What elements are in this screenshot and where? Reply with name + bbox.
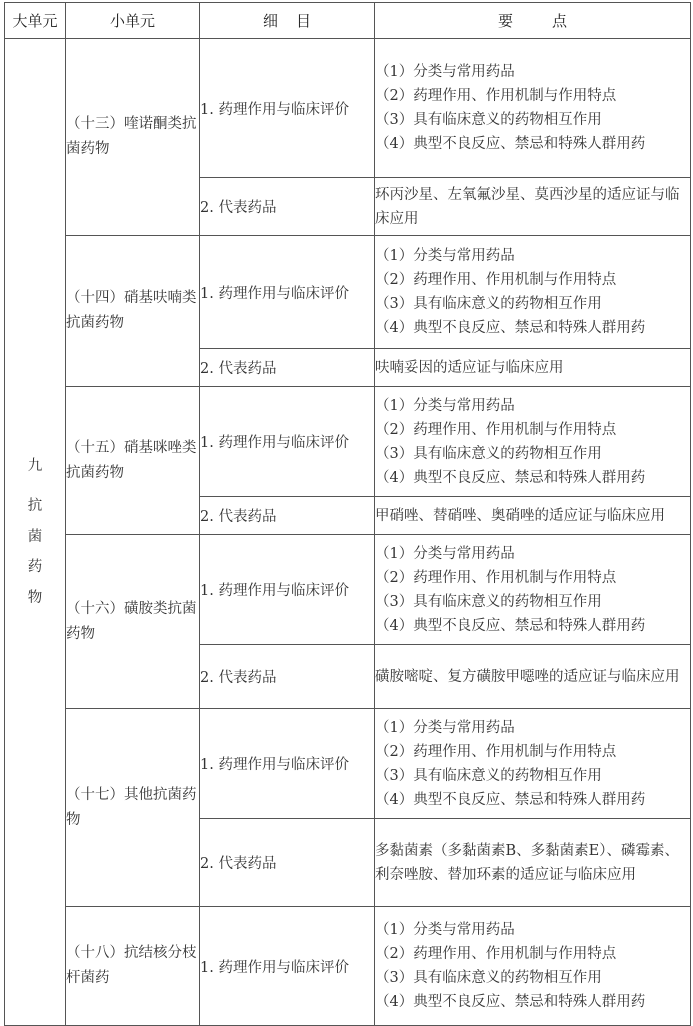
point-item: （1）分类与常用药品 <box>375 922 515 938</box>
points-cell <box>375 178 691 236</box>
detail-label: 1. 药理作用与临床评价 <box>200 387 375 497</box>
big-unit-number: 九 <box>27 457 43 474</box>
big-unit-title-char: 菌 <box>27 528 43 545</box>
small-unit-name: （十四）硝基呋喃类抗菌药物 <box>66 236 200 387</box>
header-big-unit: 大单元 <box>5 3 66 39</box>
table-body <box>5 39 691 1026</box>
detail-label: 1. 药理作用与临床评价 <box>200 236 375 349</box>
points-cell <box>375 907 691 1026</box>
points-cell <box>375 645 691 709</box>
small-unit-name: （十八）抗结核分枝杆菌药 <box>66 907 200 1026</box>
table-row <box>5 387 691 497</box>
small-unit-name: （十三）喹诺酮类抗菌药物 <box>66 39 200 236</box>
point-item: （4）典型不良反应、禁忌和特殊人群用药 <box>375 617 646 634</box>
points-cell <box>375 387 691 497</box>
point-item: （2）药理作用、作用机制与作用特点 <box>375 743 617 760</box>
point-item: （2）药理作用、作用机制与作用特点 <box>375 569 617 586</box>
point-item: （2）药理作用、作用机制与作用特点 <box>375 88 617 104</box>
point-item: （3）具有临床意义的药物相互作用 <box>375 296 602 312</box>
point-item: （4）典型不良反应、禁忌和特殊人群用药 <box>375 136 646 152</box>
points-cell <box>375 349 691 387</box>
point-item: （4）典型不良反应、禁忌和特殊人群用药 <box>375 320 646 336</box>
point-item: （3）具有临床意义的药物相互作用 <box>375 112 602 128</box>
point-item: （4）典型不良反应、禁忌和特殊人群用药 <box>375 791 646 808</box>
detail-label: 2. 代表药品 <box>200 497 375 535</box>
point-item: （3）具有临床意义的药物相互作用 <box>375 445 602 462</box>
point-item: （1）分类与常用药品 <box>375 248 515 264</box>
point-item: 呋喃妥因的适应证与临床应用 <box>375 359 564 376</box>
point-item: （4）典型不良反应、禁忌和特殊人群用药 <box>375 469 646 486</box>
detail-label: 1. 药理作用与临床评价 <box>200 907 375 1026</box>
table-row <box>5 535 691 645</box>
detail-label: 2. 代表药品 <box>200 178 375 236</box>
small-unit-name: （十五）硝基咪唑类抗菌药物 <box>66 387 200 535</box>
header-detail: 细目 <box>200 3 375 39</box>
small-unit-name: （十七）其他抗菌药物 <box>66 709 200 907</box>
point-item: （3）具有临床意义的药物相互作用 <box>375 767 602 784</box>
small-unit-name: （十六）磺胺类抗菌药物 <box>66 535 200 709</box>
detail-label: 1. 药理作用与临床评价 <box>200 39 375 178</box>
header-row <box>5 3 691 39</box>
points-cell <box>375 535 691 645</box>
header-points: 要点 <box>375 3 691 39</box>
table-row <box>5 39 691 178</box>
detail-label: 2. 代表药品 <box>200 349 375 387</box>
big-unit-title-char: 抗 <box>27 498 43 515</box>
point-item: （4）典型不良反应、禁忌和特殊人群用药 <box>375 994 646 1010</box>
point-item: （2）药理作用、作用机制与作用特点 <box>375 946 617 962</box>
points-cell <box>375 236 691 349</box>
detail-label: 1. 药理作用与临床评价 <box>200 709 375 819</box>
table-row <box>5 236 691 349</box>
table-row <box>5 709 691 819</box>
detail-label: 2. 代表药品 <box>200 645 375 709</box>
big-unit-title-char: 药 <box>27 559 43 576</box>
point-item: 多黏菌素（多黏菌素B、多黏菌素E）、磷霉素、利奈唑胺、替加环素的适应证与临床应用 <box>375 842 679 883</box>
point-item: （1）分类与常用药品 <box>375 719 515 736</box>
big-unit-title-char: 物 <box>27 589 43 606</box>
point-item: （1）分类与常用药品 <box>375 545 515 562</box>
big-unit-cell <box>5 39 66 1026</box>
point-item: 磺胺嘧啶、复方磺胺甲噁唑的适应证与临床应用 <box>375 668 680 685</box>
point-item: （2）药理作用、作用机制与作用特点 <box>375 421 617 438</box>
table-row <box>5 907 691 1026</box>
points-cell <box>375 497 691 535</box>
point-item: 环丙沙星、左氧氟沙星、莫西沙星的适应证与临床应用 <box>375 186 680 227</box>
point-item: （1）分类与常用药品 <box>375 397 515 414</box>
point-item: （1）分类与常用药品 <box>375 64 515 80</box>
syllabus-table <box>4 2 691 1026</box>
points-cell <box>375 39 691 178</box>
points-cell <box>375 709 691 819</box>
point-item: （3）具有临床意义的药物相互作用 <box>375 593 602 610</box>
detail-label: 2. 代表药品 <box>200 819 375 907</box>
detail-label: 1. 药理作用与临床评价 <box>200 535 375 645</box>
point-item: 甲硝唑、替硝唑、奥硝唑的适应证与临床应用 <box>375 507 665 524</box>
point-item: （3）具有临床意义的药物相互作用 <box>375 970 602 986</box>
header-small-unit: 小单元 <box>66 3 200 39</box>
point-item: （2）药理作用、作用机制与作用特点 <box>375 272 617 288</box>
points-cell <box>375 819 691 907</box>
